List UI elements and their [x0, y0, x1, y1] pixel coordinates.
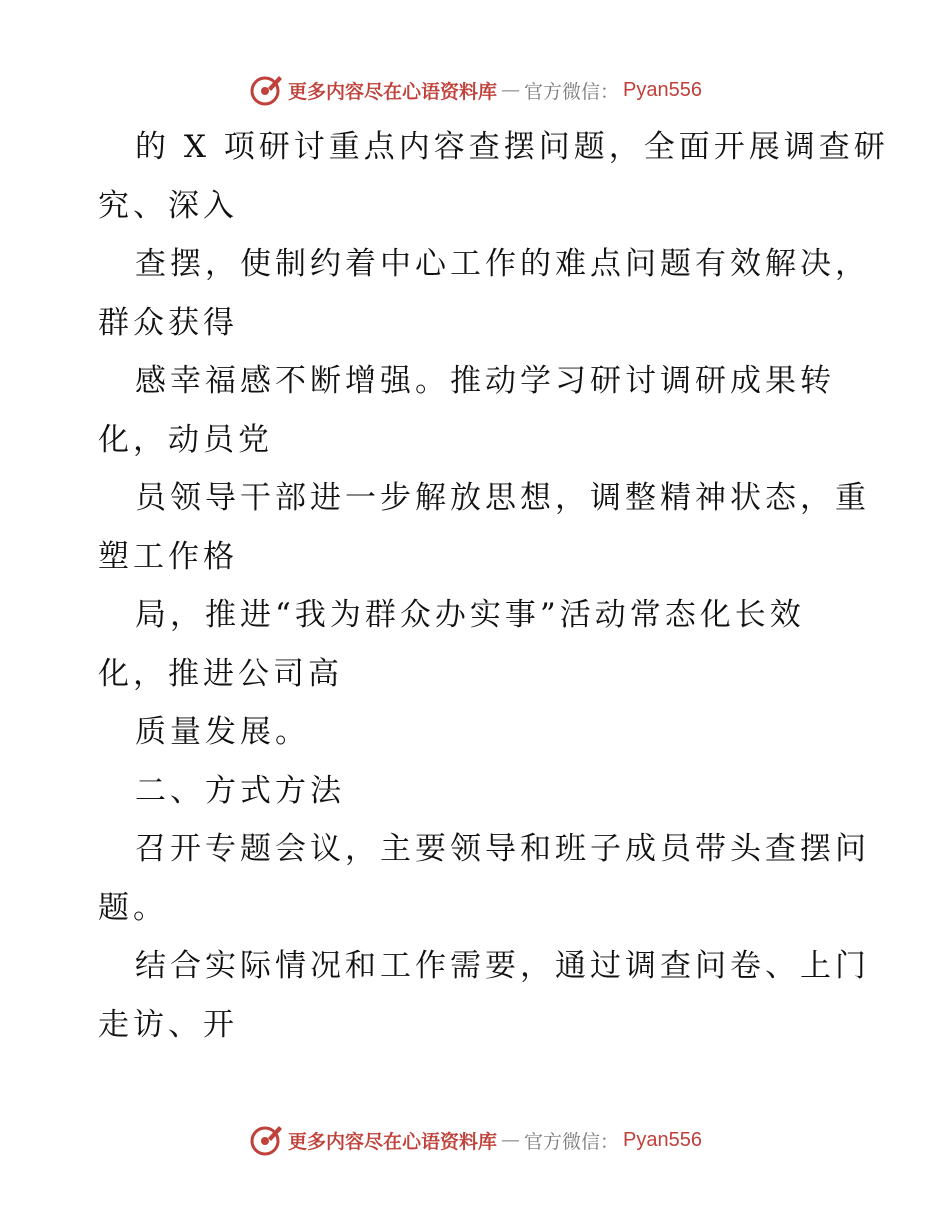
watermark-official-label: 官方微信：	[524, 80, 620, 103]
watermark-dash: —	[501, 1129, 521, 1151]
text-line: 召开专题会议，主要领导和班子成员带头查摆问	[135, 831, 870, 867]
text-line: 化，推进公司高	[98, 655, 343, 692]
text-line: 题。	[98, 889, 168, 926]
text-line: 走访、开	[98, 1006, 238, 1043]
section-heading: 二、方式方法	[135, 772, 345, 809]
watermark-dash: —	[501, 79, 521, 101]
text-line: 化，动员党	[98, 421, 273, 458]
pen-circle-logo-icon	[248, 72, 284, 108]
text-line: 究、深入	[98, 187, 238, 224]
document-body	[98, 118, 889, 1054]
text-line: 感幸福感不断增强。推动学习研讨调研成果转	[135, 363, 835, 399]
pen-circle-logo-icon	[248, 1122, 284, 1158]
watermark-text: 更多内容尽在心语资料库	[288, 1130, 498, 1153]
watermark-wechat-id: Pyan556	[623, 78, 702, 101]
watermark-official-label: 官方微信：	[524, 1130, 620, 1153]
text-line: 查摆，使制约着中心工作的难点问题有效解决，	[135, 246, 870, 282]
text-line: 结合实际情况和工作需要，通过调查问卷、上门	[135, 948, 870, 984]
text-line: 的 X 项研讨重点内容查摆问题，全面开展调查研	[135, 129, 889, 165]
footer-watermark	[0, 1120, 950, 1160]
watermark-text: 更多内容尽在心语资料库	[288, 80, 498, 103]
text-line: 群众获得	[98, 304, 238, 341]
text-line: 局，推进“我为群众办实事”活动常态化长效	[135, 597, 805, 633]
text-line: 员领导干部进一步解放思想，调整精神状态，重	[135, 480, 870, 516]
text-line: 塑工作格	[98, 538, 238, 575]
text-line: 质量发展。	[135, 714, 310, 750]
watermark-wechat-id: Pyan556	[623, 1128, 702, 1151]
header-watermark	[0, 70, 950, 110]
